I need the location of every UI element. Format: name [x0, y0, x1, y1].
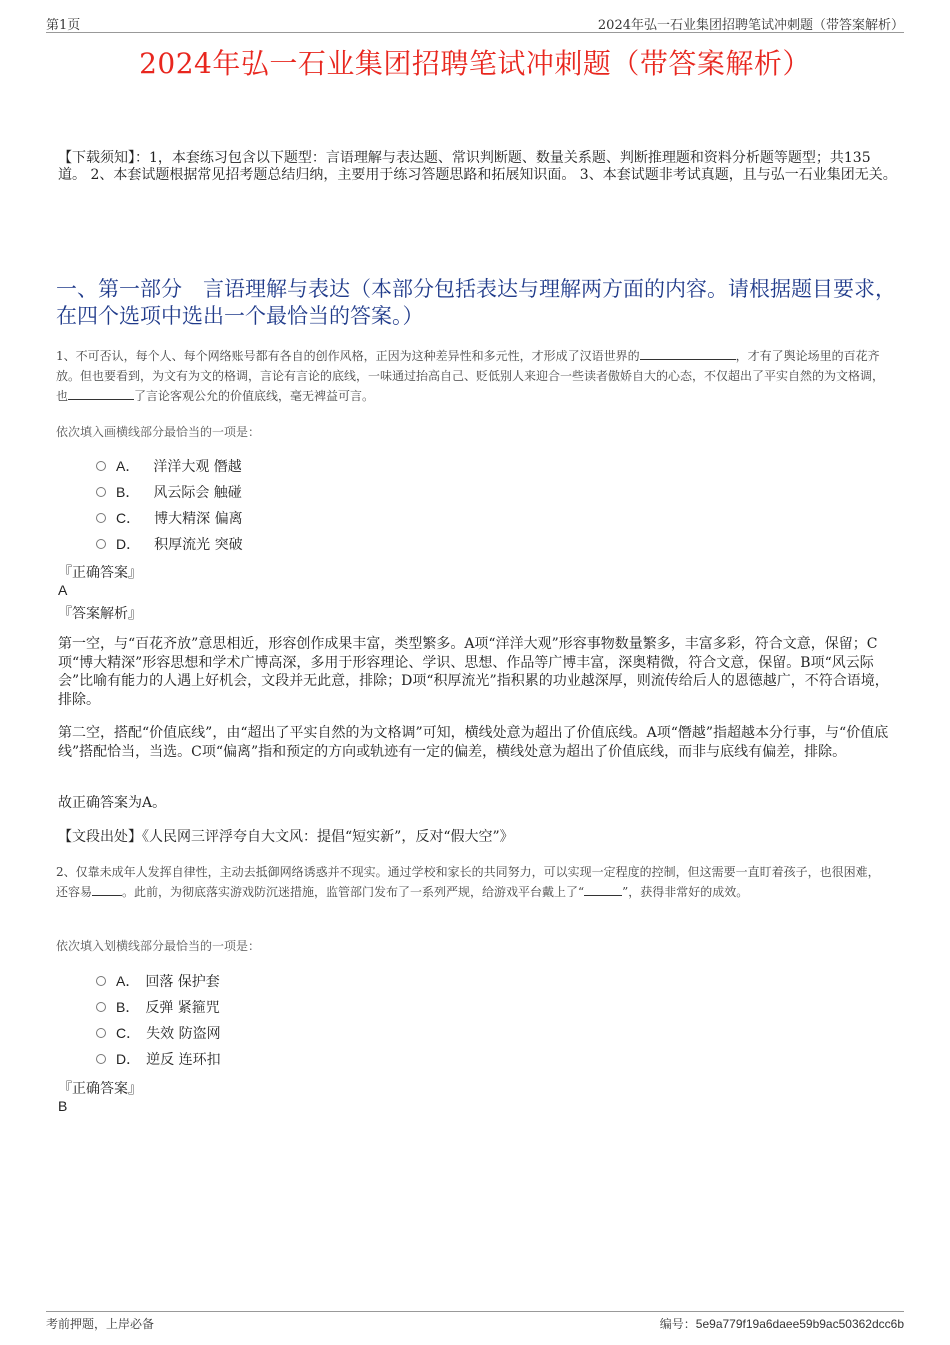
option-d[interactable]: [96, 1046, 221, 1072]
analysis-paragraph-1: 第一空，与“百花齐放”意思相近，形容创作成果丰富，类型繁多。A项“洋洋大观”形容事物数量繁多，丰富多彩，符合文意，保留；C项“博大精深”形容思想和学术广博高深，多用于形容理论、学识、思想、作品等广博丰富，深奥精微，符合文意，保留。B项“风云际会”比喻有能力的人遇上好机会，文段并无此意，排除；D项“积厚流光”指积累的功业越深厚，则流传给后人的恩德越广，不符合语境，排除。: [58, 636, 889, 708]
option-text: 洋洋大观 僭越: [153, 459, 242, 475]
question-2-blank-2: [584, 883, 622, 896]
question-2-options: [96, 968, 221, 1072]
question-2-answer-label: 『正确答案』: [58, 1081, 142, 1097]
option-letter: A．: [116, 973, 140, 989]
section-heading: 一、第一部分 言语理解与表达（本部分包括表达与理解两方面的内容。请根据题目要求，在四个选项中选出一个最恰当的答案。）: [56, 277, 896, 328]
question-1-text-part-c: 了言论客观公允的价值底线，毫无裨益可言。: [134, 389, 375, 403]
question-1-text-part-a: 1、不可否认，每个人、每个网络账号都有各自的创作风格，正因为这种差异性和多元性，才形成了汉语世界的: [56, 349, 640, 363]
download-notice: 【下载须知】：1，本套练习包含以下题型：言语理解与表达题、常识判断题、数量关系题、判断推理题和资料分析题等题型；共135道。 2、本套试题根据常见招考题总结归纳，主要用于练习答题思路和拓展知识面。 3、本套试题非考试真题，且与弘一石业集团无关。: [58, 150, 897, 183]
option-b[interactable]: [96, 479, 243, 505]
option-text: 博大精深 偏离: [154, 511, 243, 527]
question-1-analysis-label: 『答案解析』: [58, 606, 142, 622]
header-doc-title: 2024年弘一石业集团招聘笔试冲刺题（带答案解析）: [597, 18, 904, 33]
radio-icon[interactable]: [96, 487, 106, 497]
option-text: 积厚流光 突破: [154, 537, 243, 553]
option-a[interactable]: [96, 453, 243, 479]
question-1-text-part-b: ，才有了舆论场里的百花齐放。但也要看到，为文有为文的格调，言论有言论的底线，一味通过抬高自己、贬低别人来迎合一些读者傲娇自大的心态，不仅超出了平实自然的为文格调，也: [56, 349, 885, 403]
option-c[interactable]: [96, 505, 243, 531]
option-letter: D．: [116, 536, 141, 552]
radio-icon[interactable]: [96, 513, 106, 523]
option-letter: A．: [116, 458, 140, 474]
footer-divider: [46, 1311, 904, 1312]
analysis-conclusion: 故正确答案为A。: [58, 795, 167, 811]
question-1-answer-label: 『正确答案』: [58, 565, 142, 581]
option-letter: B．: [116, 484, 140, 500]
analysis-paragraph-2: 第二空，搭配“价值底线”，由“超出了平实自然的为文格调”可知，横线处意为超出了价值底线。A项“僭越”指超越本分行事，与“价值底线”搭配恰当，当选。C项“偏离”指和预定的方向或轨迹有一定的偏差，横线处意为超出了价值底线，而非与底线有偏差，排除。: [58, 725, 889, 760]
option-text: 回落 保护套: [145, 974, 220, 990]
option-text: 失效 防盗网: [146, 1026, 221, 1042]
option-d[interactable]: [96, 531, 243, 557]
question-1-answer: A: [58, 582, 68, 598]
option-letter: D．: [116, 1051, 141, 1067]
radio-icon[interactable]: [96, 1002, 106, 1012]
question-1-options: [96, 453, 243, 557]
option-a[interactable]: [96, 968, 221, 994]
option-c[interactable]: [96, 1020, 221, 1046]
radio-icon[interactable]: [96, 461, 106, 471]
radio-icon[interactable]: [96, 976, 106, 986]
question-2-text: [56, 862, 891, 902]
radio-icon[interactable]: [96, 539, 106, 549]
option-letter: C．: [116, 510, 141, 526]
option-letter: B．: [116, 999, 140, 1015]
question-1-text: [56, 346, 891, 406]
question-1-instruction: 依次填入画横线部分最恰当的一项是：: [56, 425, 261, 439]
footer-slogan: 考前押题，上岸必备: [46, 1317, 155, 1331]
question-2-text-part-b: 。此前，为彻底落实游戏防沉迷措施，监管部门发布了一系列严规，给游戏平台戴上了“: [122, 885, 585, 899]
page-number: 第1页: [46, 18, 81, 33]
question-1-source: 【文段出处】《人民网三评浮夸自大文风：提倡“短实新”，反对“假大空”》: [58, 829, 514, 845]
footer-code-value: 5e9a779f19a6daee59b9ac50362dcc6b: [695, 1317, 904, 1331]
question-2-instruction: 依次填入划横线部分最恰当的一项是：: [56, 939, 261, 953]
footer-code-label: 编号：: [659, 1317, 696, 1331]
question-2-text-part-c: ”，获得非常好的成效。: [622, 885, 749, 899]
document-title: 2024年弘一石业集团招聘笔试冲刺题（带答案解析）: [139, 47, 811, 80]
question-2-text-part-a: 2、仅靠未成年人发挥自律性，主动去抵御网络诱惑并不现实。通过学校和家长的共同努力，可以实现一定程度的控制，但这需要一直盯着孩子，也很困难，还容易: [56, 865, 880, 899]
radio-icon[interactable]: [96, 1054, 106, 1064]
option-text: 风云际会 触碰: [153, 485, 242, 501]
question-1-blank-2: [68, 387, 134, 400]
radio-icon[interactable]: [96, 1028, 106, 1038]
question-2-blank-1: [92, 883, 122, 896]
footer-code: [660, 1315, 904, 1332]
option-text: 反弹 紧箍咒: [145, 1000, 220, 1016]
option-text: 逆反 连环扣: [146, 1052, 221, 1068]
header-divider: [46, 32, 904, 33]
option-letter: C．: [116, 1025, 141, 1041]
option-b[interactable]: [96, 994, 221, 1020]
question-1-blank-1: [640, 347, 736, 360]
question-2-answer: B: [58, 1098, 68, 1114]
